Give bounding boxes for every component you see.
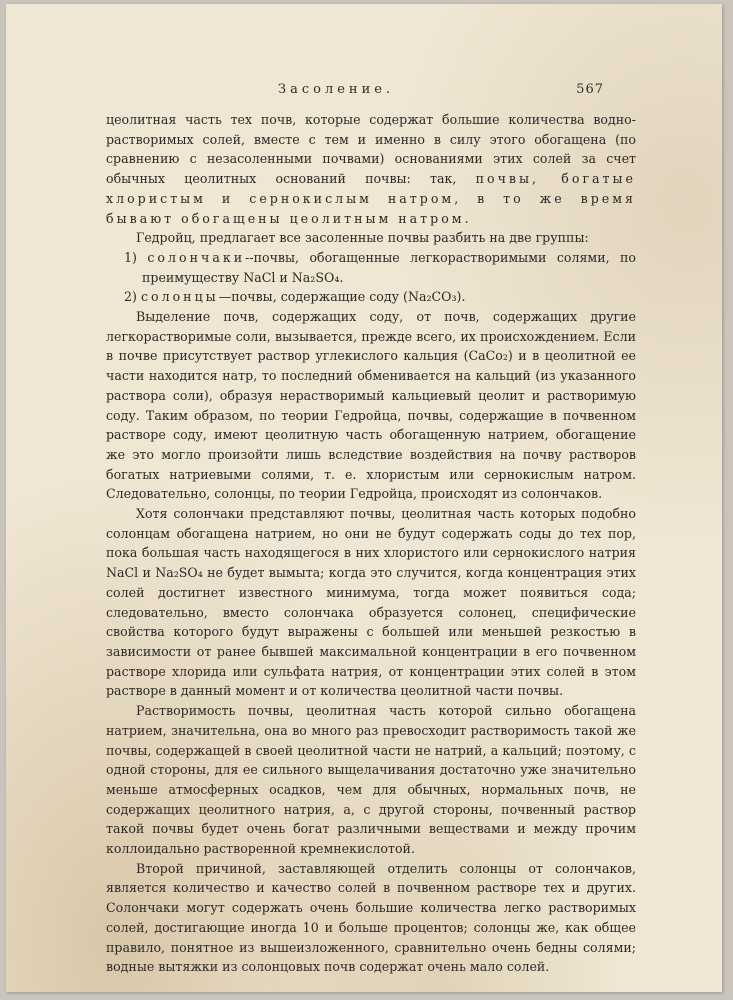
paragraph-5: Растворимость почвы, цеолитная часть которой сильно обогащена натрием, значительна, она во много раз превосходит растворимость такой же почвы, содержащей в своей цеолитной части не натрий, а кальций; поэтому, с одной стороны, для ее сильного выщелачивания достаточно уже значительно меньше атмосферных осадков, чем для обычных, нормальных почв, не содержащих цеолитного натрия, а, с другой стороны, почвенный раствор такой почвы будет очень богат различными веществами и между прочим коллоидально растворенной кремнекислотой. — [106, 703, 636, 857]
paragraph-1-spaced-emphasis: почвы, богатые хлористым и сернокислым натром, в то же время бывают обогащены цеолитным натром. — [106, 171, 636, 226]
paragraph-4: Хотя солончаки представляют почвы, цеолитная часть которых подобно солонцам обогащена натрием, но они не будут содержать соды до тех пор, пока большая часть находящегося в них хлористого или сернокислого натрия NaCl и Na₂SO₄ не будет вымыта; когда это случится, когда концентрация этих солей достигнет известного минимума, тогда может появиться сода; следовательно, вместо солончака образуется солонец, специфические свойства которого будут выражены с большей или меньшей резкостью в зависимости от ранее бывшей максимальной концентрации в его почвенном растворе хлорида или сульфата натрия, от концентрации этих солей в этом растворе в данный момент и от количества цеолитной части почвы. — [106, 506, 636, 699]
paragraph-6: Второй причиной, заставляющей отделить солонцы от солончаков, является количество и качество солей в почвенном растворе тех и других. Солончаки могут содержать очень большие количества легко растворимых солей, достигающие иногда 10 и больше процентов; солонцы же, как общее правило, понятное из вышеизложенного, сравнительно очень бедны солями; водные вытяжки из солонцовых почв содержат очень мало солей. — [106, 860, 636, 975]
body-text — [106, 110, 636, 977]
page-number: 567 — [576, 82, 604, 97]
paragraph-1-text: цеолитная часть тех почв, которые содержат большие количества водно-растворимых солей, вместе с тем и именно в силу этого обогащена (по сравнению с незасоленными почвами) основаниями этих солей за счет обычных цеолитных оснований почвы: так, — [106, 112, 636, 187]
list-item-2 — [106, 287, 636, 307]
paragraph-1 — [106, 110, 636, 228]
running-title: Засоление. — [278, 82, 395, 97]
list-item-1-text: --почвы, обогащенные легкорастворимыми солями, по преимуществу NaCl и Na₂SO₄. — [142, 249, 636, 285]
book-page — [6, 4, 722, 992]
page-header — [6, 82, 722, 102]
list-item-2-term: солонцы — [140, 289, 219, 305]
list-item-1-term: солончаки — [147, 249, 246, 265]
paragraph-3: Выделение почв, содержащих соду, от почв, содержащих другие легкорастворимые соли, вызывается, прежде всего, их происхождением. Если в почве присутствует раствор углекислого кальция (CaCo₂) и в цеолитной ее части находится натр, то последний обменивается на кальций (из указанного раствора соли), образуя нерастворимый кальциевый цеолит и растворимую соду. Таким образом, по теории Гедройца, почвы, содержащие в почвенном растворе соду, имеют цеолитную часть обогащенную натрием, обогащение же это могло произойти лишь вследствие воздействия на почву растворов богатых натриевыми солями, т. е. хлористым или сернокислым натром. Следовательно, солонцы, по теории Гедройца, происходят из солончаков. — [106, 309, 636, 502]
list-item-2-number: 2) — [124, 289, 137, 305]
list-item-1 — [106, 248, 636, 287]
paragraph-2: Гедройц, предлагает все засоленные почвы разбить на две группы: — [136, 230, 589, 246]
list-item-1-number: 1) — [124, 249, 137, 265]
list-item-2-text: —почвы, содержащие соду (Na₂CO₃). — [218, 289, 466, 305]
